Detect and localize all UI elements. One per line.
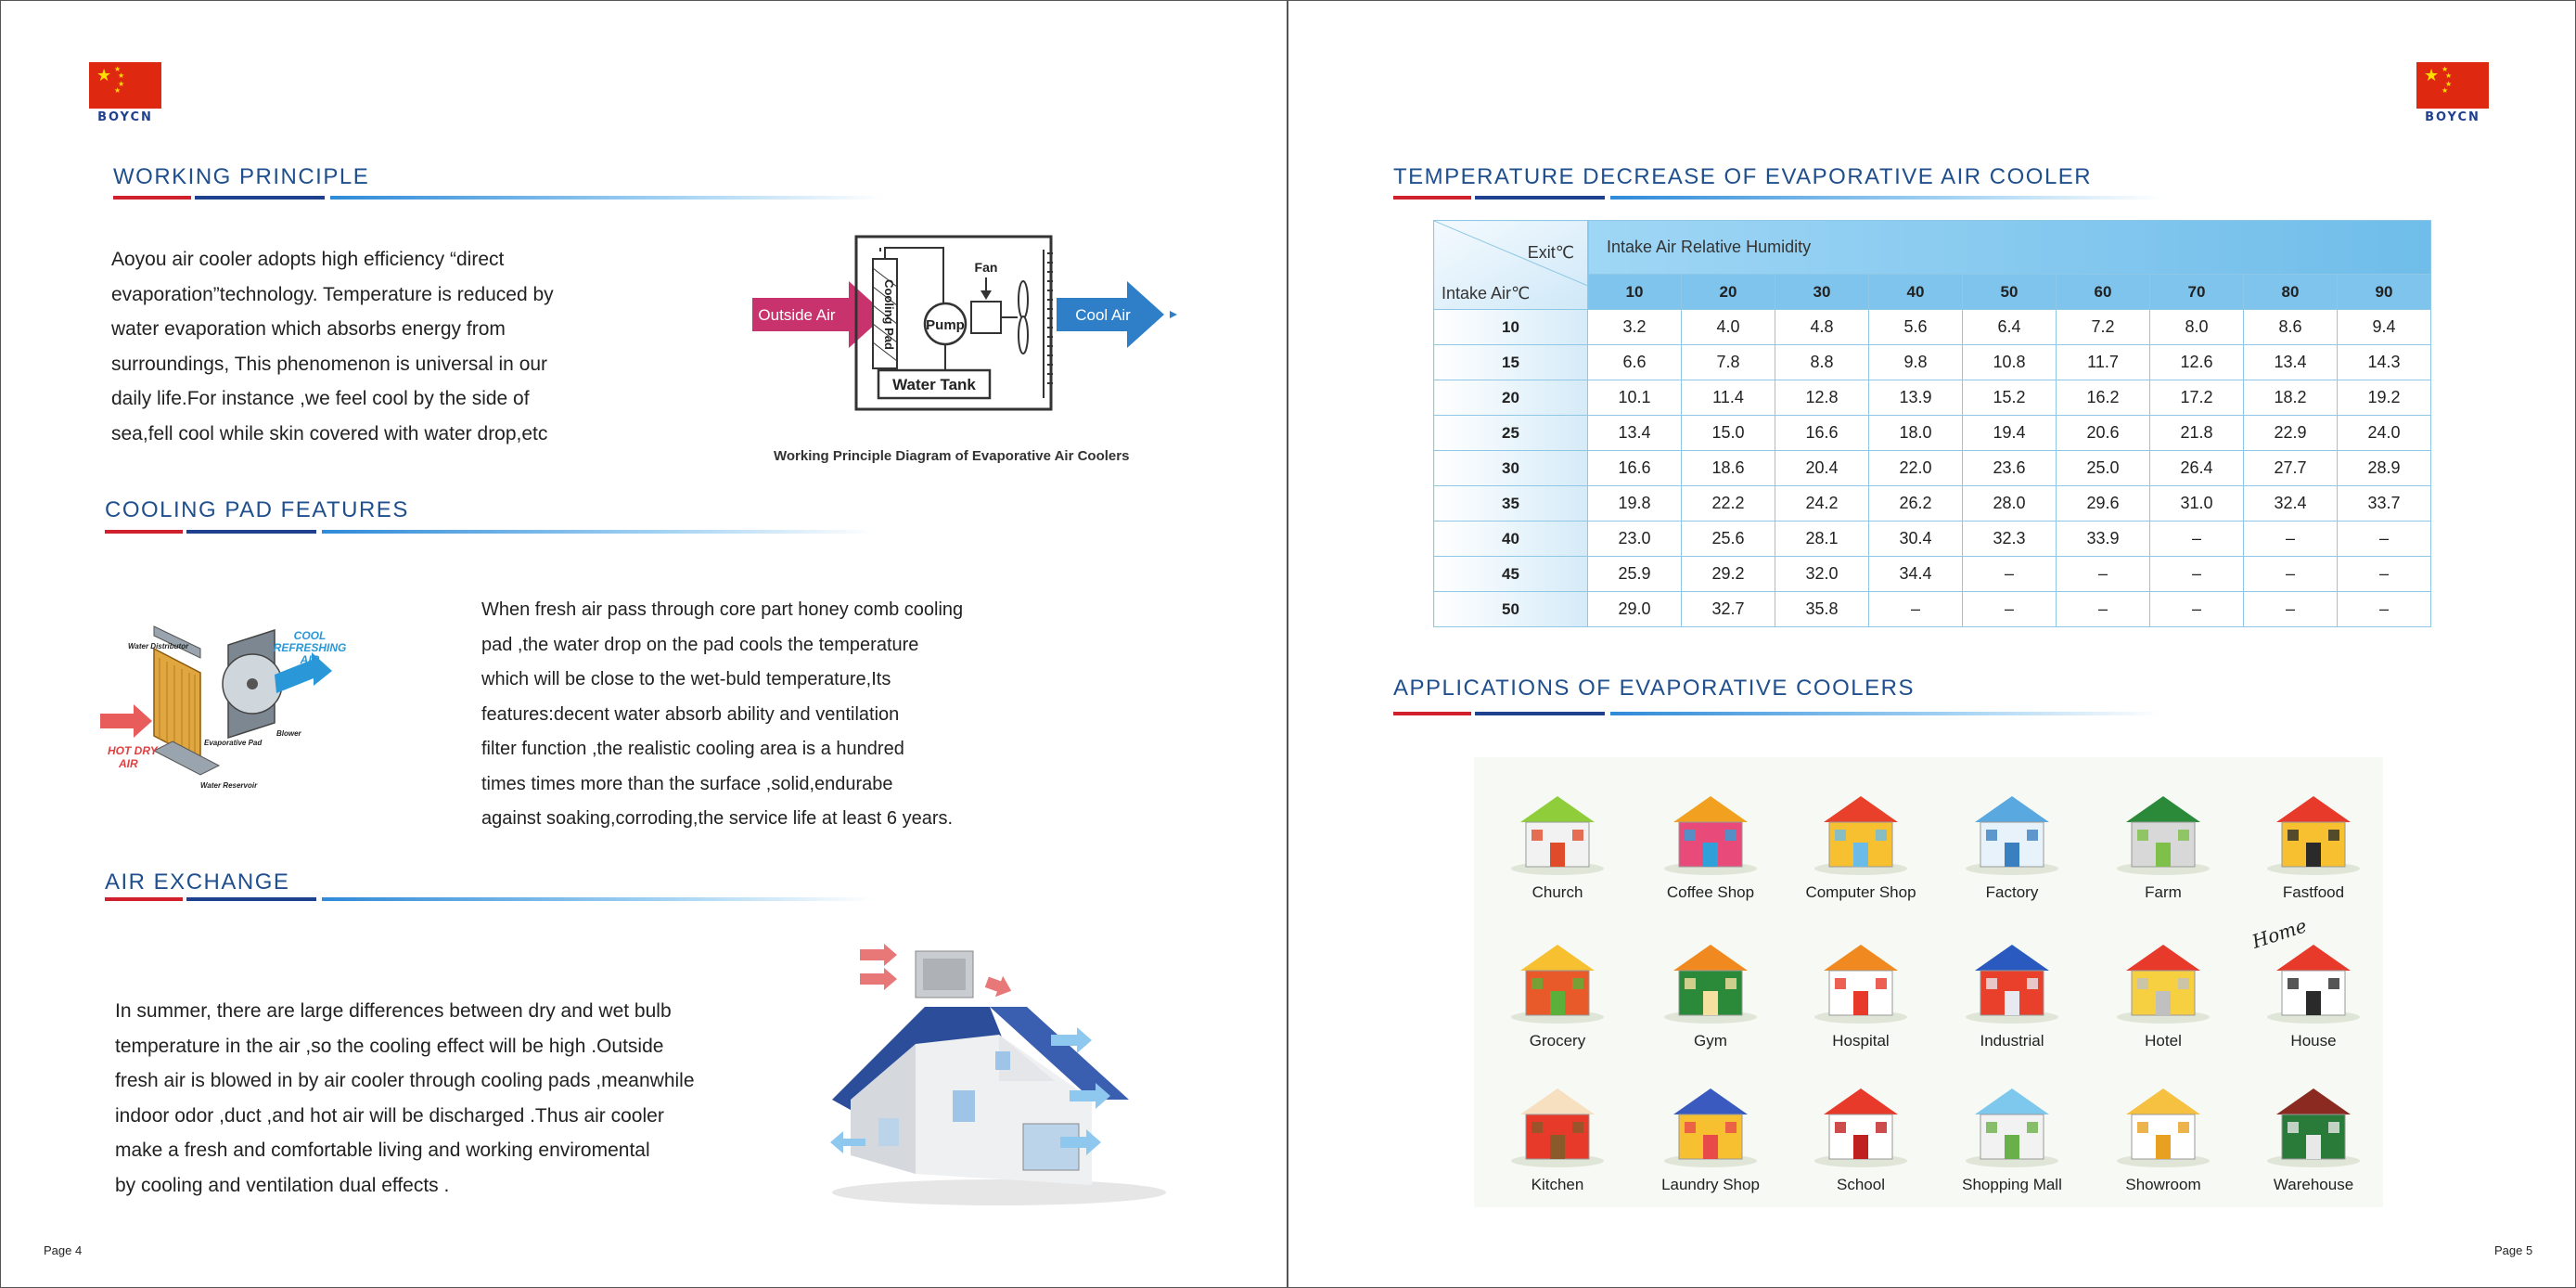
intake-temp-cell: 25 (1434, 416, 1588, 451)
temp-decrease-cell: 4.8 (1775, 310, 1869, 345)
temp-decrease-cell: 29.2 (1682, 557, 1775, 592)
humidity-col-header: 10 (1588, 275, 1682, 310)
humidity-col-header: 40 (1869, 275, 1963, 310)
applications-title: APPLICATIONS OF EVAPORATIVE COOLERS (1393, 676, 1915, 701)
application-label: Coffee Shop (1666, 883, 1755, 901)
page-number: Page 5 (2494, 1243, 2533, 1257)
application-label: Grocery (1529, 1032, 1586, 1050)
temp-decrease-cell: – (2150, 592, 2244, 627)
application-label: Fastfood (2282, 883, 2345, 901)
working-principle-rule (113, 196, 883, 200)
temp-decrease-cell: 18.2 (2244, 380, 2338, 416)
table-row (1434, 310, 2431, 345)
temp-decrease-cell: 15.2 (1963, 380, 2057, 416)
temp-decrease-cell: – (2057, 557, 2150, 592)
text-line: Aoyou air cooler adopts high efficiency “direct (111, 249, 505, 270)
temp-decrease-cell: – (1869, 592, 1963, 627)
temp-decrease-cell: – (1963, 592, 2057, 627)
temp-decrease-cell: – (2150, 557, 2244, 592)
text-line: pad ,the water drop on the pad cools the temperature (481, 634, 919, 655)
intake-temp-cell: 50 (1434, 592, 1588, 627)
grocery-icon (1502, 924, 1613, 1026)
temp-decrease-cell: – (1963, 557, 2057, 592)
temp-decrease-cell: 24.0 (2338, 416, 2431, 451)
temp-decrease-cell: 16.6 (1588, 451, 1682, 486)
temp-decrease-cell: 18.0 (1869, 416, 1963, 451)
application-item (1942, 924, 2082, 1050)
temp-decrease-cell: – (2244, 592, 2338, 627)
blower-label: Blower (276, 729, 301, 738)
house-ventilation-icon (814, 942, 1185, 1211)
air-exchange-title: AIR EXCHANGE (105, 869, 290, 895)
temp-decrease-cell: 30.4 (1869, 522, 1963, 557)
temp-decrease-cell: 15.0 (1682, 416, 1775, 451)
working-principle-title: WORKING PRINCIPLE (113, 164, 370, 189)
temp-decrease-cell: 19.8 (1588, 486, 1682, 522)
water-tank-label: Water Tank (892, 376, 976, 393)
page-number: Page 4 (44, 1243, 83, 1257)
text-line: water evaporation which absorbs energy from (111, 318, 506, 340)
cooling-pad-rule (105, 530, 875, 535)
temp-decrease-cell: 22.2 (1682, 486, 1775, 522)
laundry-shop-icon (1655, 1068, 1766, 1170)
application-item (1488, 924, 1627, 1050)
application-item (1791, 776, 1930, 902)
temp-decrease-cell: 32.4 (2244, 486, 2338, 522)
evaporative-pad-label: Evaporative Pad (204, 739, 263, 747)
cool-refreshing-air-label: COOL REFRESHING AIR (273, 629, 347, 666)
application-item (2244, 1068, 2383, 1194)
temperature-decrease-rule (1393, 196, 2163, 200)
temp-decrease-cell: 13.9 (1869, 380, 1963, 416)
brand-logo (2416, 62, 2489, 124)
temp-decrease-cell: 8.0 (2150, 310, 2244, 345)
temperature-decrease-table (1433, 220, 2431, 627)
temp-decrease-cell: 26.4 (2150, 451, 2244, 486)
application-label: Industrial (1980, 1032, 2044, 1050)
intake-temp-cell: 30 (1434, 451, 1588, 486)
application-item (2094, 1068, 2233, 1194)
temp-decrease-cell: 12.6 (2150, 345, 2244, 380)
working-principle-caption: Working Principle Diagram of Evaporative Air Coolers (774, 448, 1130, 464)
application-label: Hospital (1832, 1032, 1890, 1050)
application-item (1942, 1068, 2082, 1194)
china-flag-icon: ★ ★ ★ ★ ★ (2416, 62, 2489, 109)
intake-temp-cell: 10 (1434, 310, 1588, 345)
temp-decrease-cell: 19.4 (1963, 416, 2057, 451)
application-label: House (2290, 1032, 2337, 1050)
temp-decrease-cell: – (2338, 557, 2431, 592)
text-line: which will be close to the wet-buld temperature,Its (481, 669, 891, 689)
table-row (1434, 380, 2431, 416)
humidity-col-header: 90 (2338, 275, 2431, 310)
intake-temp-cell: 45 (1434, 557, 1588, 592)
humidity-col-header: 50 (1963, 275, 2057, 310)
hospital-icon (1805, 924, 1916, 1026)
table-row (1434, 592, 2431, 627)
brand-name: BOYCN (97, 110, 153, 124)
working-principle-diagram (749, 231, 1185, 417)
table-row (1434, 416, 2431, 451)
text-line: surroundings, This phenomenon is universal in our (111, 353, 548, 375)
temp-decrease-cell: 12.8 (1775, 380, 1869, 416)
temp-decrease-cell: 28.1 (1775, 522, 1869, 557)
temp-decrease-cell: 23.6 (1963, 451, 2057, 486)
temp-decrease-cell: 13.4 (2244, 345, 2338, 380)
humidity-col-header: 30 (1775, 275, 1869, 310)
humidity-col-header: 80 (2244, 275, 2338, 310)
temp-decrease-cell: 14.3 (2338, 345, 2431, 380)
temp-decrease-cell: 25.0 (2057, 451, 2150, 486)
temp-decrease-cell: 22.9 (2244, 416, 2338, 451)
showroom-icon (2108, 1068, 2219, 1170)
church-icon (1502, 776, 1613, 878)
intake-temp-cell: 35 (1434, 486, 1588, 522)
fan-label: Fan (974, 260, 998, 275)
text-line: daily life.For instance ,we feel cool by the side of (111, 388, 530, 409)
temperature-decrease-title: TEMPERATURE DECREASE OF EVAPORATIVE AIR COOLER (1393, 164, 2093, 189)
temp-decrease-cell: – (2244, 522, 2338, 557)
temp-decrease-cell: 25.9 (1588, 557, 1682, 592)
gym-icon (1655, 924, 1766, 1026)
table-corner-cell (1434, 221, 1588, 310)
pump-label: Pump (926, 317, 965, 333)
temp-decrease-cell: 5.6 (1869, 310, 1963, 345)
text-line: When fresh air pass through core part honey comb cooling (481, 599, 964, 620)
hotel-icon (2108, 924, 2219, 1026)
temp-decrease-cell: 34.4 (1869, 557, 1963, 592)
water-reservoir-label: Water Reservoir (200, 781, 258, 790)
temp-decrease-cell: 4.0 (1682, 310, 1775, 345)
text-line: temperature in the air ,so the cooling effect will be high .Outside (115, 1035, 664, 1057)
application-item (2094, 776, 2233, 902)
application-label: Computer Shop (1805, 883, 1916, 901)
humidity-header: Intake Air Relative Humidity (1588, 221, 2431, 275)
application-label: Shopping Mall (1962, 1176, 2062, 1193)
kitchen-icon (1502, 1068, 1613, 1170)
application-item (1641, 924, 1780, 1050)
table-row (1434, 345, 2431, 380)
cooling-pad-text (481, 593, 1001, 837)
house-icon (2258, 924, 2369, 1026)
application-item (1488, 776, 1627, 902)
application-label: Warehouse (2273, 1176, 2354, 1193)
temp-decrease-cell: 18.6 (1682, 451, 1775, 486)
application-label: School (1837, 1176, 1885, 1193)
application-label: Laundry Shop (1661, 1176, 1760, 1193)
humidity-col-header: 70 (2150, 275, 2244, 310)
text-line: fresh air is blowed in by air cooler through cooling pads ,meanwhile (115, 1070, 695, 1091)
temp-decrease-cell: 23.0 (1588, 522, 1682, 557)
cooling-pad-label: Cooling Pad (882, 279, 896, 350)
text-line: by cooling and ventilation dual effects . (115, 1174, 450, 1196)
computer-shop-icon (1805, 776, 1916, 878)
application-label: Church (1532, 883, 1583, 901)
application-label: Showroom (2125, 1176, 2201, 1193)
air-exchange-text (115, 994, 746, 1203)
exit-label: Exit℃ (1527, 243, 1574, 262)
text-line: In summer, there are large differences between dry and wet bulb (115, 1000, 672, 1022)
application-item (1641, 776, 1780, 902)
intake-temp-cell: 20 (1434, 380, 1588, 416)
temp-decrease-cell: 16.2 (2057, 380, 2150, 416)
table-row (1434, 451, 2431, 486)
application-item (1641, 1068, 1780, 1194)
application-item (1791, 1068, 1930, 1194)
humidity-col-header: 60 (2057, 275, 2150, 310)
text-line: make a fresh and comfortable living and working enviromental (115, 1140, 650, 1161)
brand-logo (89, 62, 161, 124)
temp-decrease-cell: 8.6 (2244, 310, 2338, 345)
cool-air-label: Cool Air (1075, 306, 1131, 324)
temp-decrease-cell: 26.2 (1869, 486, 1963, 522)
temp-decrease-cell: 35.8 (1775, 592, 1869, 627)
temp-decrease-cell: 24.2 (1775, 486, 1869, 522)
air-exchange-rule (105, 897, 875, 902)
temp-decrease-cell: 29.0 (1588, 592, 1682, 627)
temp-decrease-cell: 22.0 (1869, 451, 1963, 486)
home-handwritten-label: Home (2249, 914, 2310, 953)
temp-decrease-cell: 32.7 (1682, 592, 1775, 627)
temp-decrease-cell: 8.8 (1775, 345, 1869, 380)
temp-decrease-cell: 3.2 (1588, 310, 1682, 345)
temp-decrease-cell: 10.1 (1588, 380, 1682, 416)
application-label: Hotel (2145, 1032, 2182, 1050)
temp-decrease-cell: – (2338, 592, 2431, 627)
hot-dry-air-label: HOT DRY AIR (108, 744, 158, 770)
temp-decrease-cell: 9.8 (1869, 345, 1963, 380)
table-row (1434, 522, 2431, 557)
text-line: times times more than the surface ,solid,endurabe (481, 773, 893, 794)
farm-icon (2108, 776, 2219, 878)
temp-decrease-cell: – (2150, 522, 2244, 557)
factory-icon (1956, 776, 2068, 878)
temp-decrease-cell: 16.6 (1775, 416, 1869, 451)
text-line: evaporation”technology. Temperature is reduced by (111, 283, 554, 305)
temp-decrease-cell: 32.3 (1963, 522, 2057, 557)
table-row (1434, 557, 2431, 592)
temp-decrease-cell: 21.8 (2150, 416, 2244, 451)
temp-decrease-cell: 17.2 (2150, 380, 2244, 416)
applications-rule (1393, 712, 2163, 716)
temp-decrease-cell: 6.6 (1588, 345, 1682, 380)
application-item (2244, 924, 2383, 1050)
intake-temp-cell: 40 (1434, 522, 1588, 557)
text-line: filter function ,the realistic cooling area is a hundred (481, 739, 904, 759)
temp-decrease-cell: 7.2 (2057, 310, 2150, 345)
temp-decrease-cell: 33.7 (2338, 486, 2431, 522)
application-item (1488, 1068, 1627, 1194)
cooling-pad-title: COOLING PAD FEATURES (105, 497, 409, 522)
water-distributor-label: Water Distributor (128, 642, 189, 650)
applications-grid (1474, 757, 2383, 1207)
right-page (1288, 0, 2576, 1288)
temp-decrease-cell: 33.9 (2057, 522, 2150, 557)
application-label: Gym (1694, 1032, 1727, 1050)
school-icon (1805, 1068, 1916, 1170)
china-flag-icon: ★ ★ ★ ★ ★ (89, 62, 161, 109)
temp-decrease-cell: 27.7 (2244, 451, 2338, 486)
industrial-icon (1956, 924, 2068, 1026)
application-item (1942, 776, 2082, 902)
shopping-mall-icon (1956, 1068, 2068, 1170)
temp-decrease-cell: 20.6 (2057, 416, 2150, 451)
temp-decrease-cell: – (2338, 522, 2431, 557)
text-line: against soaking,corroding,the service life at least 6 years. (481, 808, 954, 829)
temp-decrease-cell: 20.4 (1775, 451, 1869, 486)
humidity-col-header: 20 (1682, 275, 1775, 310)
application-label: Kitchen (1531, 1176, 1584, 1193)
text-line: sea,fell cool while skin covered with water drop,etc (111, 422, 548, 444)
temp-decrease-cell: 31.0 (2150, 486, 2244, 522)
text-line: features:decent water absorb ability and ventilation (481, 703, 900, 725)
temp-decrease-cell: 28.9 (2338, 451, 2431, 486)
brand-name: BOYCN (2425, 110, 2480, 124)
application-item (2094, 924, 2233, 1050)
application-label: Farm (2145, 883, 2182, 901)
temp-decrease-cell: 28.0 (1963, 486, 2057, 522)
temp-decrease-cell: 9.4 (2338, 310, 2431, 345)
temp-decrease-cell: 13.4 (1588, 416, 1682, 451)
temp-decrease-cell: 11.7 (2057, 345, 2150, 380)
warehouse-icon (2258, 1068, 2369, 1170)
temp-decrease-cell: 7.8 (1682, 345, 1775, 380)
coffee-shop-icon (1655, 776, 1766, 878)
fastfood-icon (2258, 776, 2369, 878)
text-line: indoor odor ,duct ,and hot air will be discharged .Thus air cooler (115, 1104, 664, 1127)
application-item (2244, 776, 2383, 902)
application-item (1791, 924, 1930, 1050)
temp-decrease-cell: 6.4 (1963, 310, 2057, 345)
temp-decrease-cell: – (2057, 592, 2150, 627)
application-label: Factory (1985, 883, 2039, 901)
outside-air-label: Outside Air (758, 306, 836, 324)
intake-temp-cell: 15 (1434, 345, 1588, 380)
temp-decrease-cell: – (2244, 557, 2338, 592)
cooling-pad-diagram (98, 621, 377, 797)
temp-decrease-cell: 19.2 (2338, 380, 2431, 416)
intake-label: Intake Air℃ (1442, 284, 1531, 303)
temp-decrease-cell: 25.6 (1682, 522, 1775, 557)
temp-decrease-cell: 11.4 (1682, 380, 1775, 416)
working-principle-text (111, 242, 631, 451)
temp-decrease-cell: 29.6 (2057, 486, 2150, 522)
temp-decrease-cell: 32.0 (1775, 557, 1869, 592)
table-row (1434, 486, 2431, 522)
temp-decrease-cell: 10.8 (1963, 345, 2057, 380)
